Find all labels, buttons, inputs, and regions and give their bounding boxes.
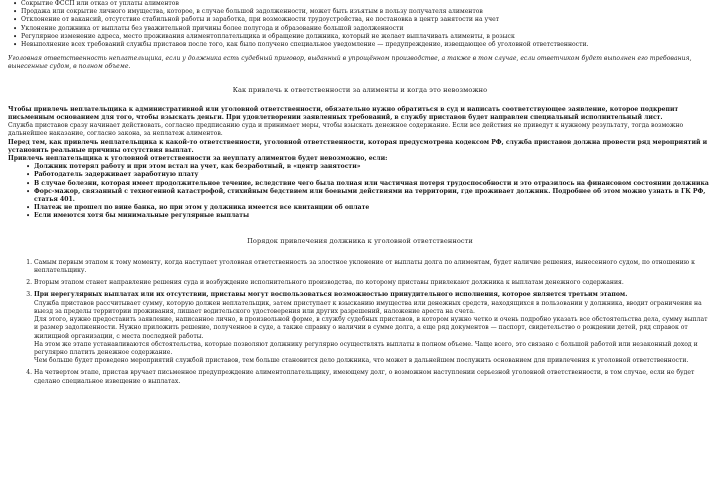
list-item: • Сокрытие ФССП или отказ от уплаты алиментов xyxy=(12,0,712,8)
step-text: 3. При нерегулярных выплатах или их отсутствии, приставы могут воспользоваться возможностью принудительного исполнения, которое является третьим этапом. xyxy=(34,291,628,299)
list-item: • Работодатель задерживает заработную плату xyxy=(26,171,712,179)
exceptions-list xyxy=(8,163,712,220)
procedure-steps xyxy=(8,259,712,386)
list-item: • Платеж не прошел по вине банка, но при этом у должника имеется все квитанции об оплате xyxy=(26,204,712,212)
step-detail: Чем больше будет проведено мероприятий службой приставов, тем больше становится дело должника, что может в дальнейшем послужить основанием для привлечения к уголовной ответственности. xyxy=(34,357,689,365)
list-item: • Должник потерял работу и при этом встал на учет, как безработный, в «центр занятости» xyxy=(26,163,712,171)
paragraph: Чтобы привлечь неплательщика к административной или уголовной ответственности, обязательно нужно обратиться в суд и написать соответствующее заявление, которое подкрепит письменным основанием для того, чтобы взыскать деньги. При удовлетворении заявленных требований, в службу приставов будет направлен специальный исполнительный лист. xyxy=(8,105,679,122)
step-text: 4. На четвертом этапе, пристав вручает письменное предупреждение алиментоплательщику, имеющему долг, о возможном наступлении серьезной уголовной ответственности, в том случае, если не будет сделано специальное извещение о выплатах. xyxy=(34,369,695,385)
list-item: • Невыполнение всех требований службы приставов после того, как было получено специальное уведомление — предупреждение, извещающее об уголовной ответственности. xyxy=(12,41,712,49)
step-item xyxy=(34,279,712,287)
step-text: 1. Самым первым этапом к тому моменту, когда наступает уголовная ответственность за злостное уклонение от выплаты долга по алиментам, будет наличие решения, вынесенного судом, по отношению к неплательщику. xyxy=(34,258,695,275)
list-item: • Если имеются хотя бы минимальные регулярные выплаты xyxy=(26,212,712,220)
section-heading-procedure: Порядок привлечения должника к уголовной ответственности xyxy=(247,236,473,245)
list-item: • Регулярное изменение адреса, место проживания алиментоплательщика и обращение должника, который не желает выплачивать алименты, в розыск xyxy=(12,33,712,41)
reasons-list xyxy=(8,0,712,49)
list-item: • В случае болезни, которая имеет продолжительное течение, вследствие чего была полная или частичная потеря трудоспособности и это отразилось на финансовом состоянии должника xyxy=(26,180,712,188)
step-detail: Для этого, нужно предоставить заявление, написанное лично, в произвольной форме, в службу судебных приставов, в котором нужно четко и очень подробно указать все обстоятельства дела, сумму выплат и размер задолженности. Нужно приложить решение, полученное в суде, а также справку о наличии в сумме долга, а еще ряд документов — паспорт, свидетельство о рождении детей, ряд справок от жилищной организации, с места последней работы. xyxy=(34,316,708,340)
document-page xyxy=(8,0,712,386)
step-item xyxy=(34,369,712,385)
list-item: • Уклонение должника от выплаты без уважительной причины более полугода и образование большой задолженности xyxy=(12,25,712,33)
list-item: • Отклонение от вакансий, отсутствие стабильной работы и заработка, при возможности трудоустройства, не постановка в центр занятости на учет xyxy=(12,16,712,24)
list-item: • Продажа или сокрытие личного имущества, которое, в случае большой задолженности, может быть изъятым в пользу получателя алиментов xyxy=(12,8,712,16)
italic-note: Уголовная ответственность неплательщика, если у должника есть судебный приговор, выданный в упрощённом производстве, а также в том случае, если ответчиком будет выполнен его требования, вынесенные судом, в полном объеме. xyxy=(8,55,692,71)
paragraph: Перед тем, как привлечь неплательщика к какой-то ответственности, уголовной ответственности, которая предусмотрена кодексом РФ, служба приставов должна провести ряд мероприятий и установить реальные причины отсутствия выплат. xyxy=(8,138,708,154)
paragraph: Служба приставов сразу начинает действовать, согласно предписанию суда и принимает меры, чтобы взыскать денежное содержание. Если все действия не приведут к нужному результату, тогда возможно дальнейшее наказание, согласно закона, за неплатеж алиментов. xyxy=(8,122,684,138)
step-item xyxy=(34,259,712,275)
step-item xyxy=(34,291,712,365)
step-detail: На этом же этапе устанавливаются обстоятельства, которые позволяют должнику регулярно осуществлять выплаты в полном объеме. Чаще всего, это связано с большой работой или незаконный доход и регулярно платить денежное содержание. xyxy=(34,340,698,356)
step-text: 2. Вторым этапом станет направление решения суда и возбуждение исполнительного производства, по которому приставы привлекают должника к выплатам денежного содержания. xyxy=(34,279,624,287)
list-item: • Форс-мажор, связанный с техногенной катастрофой, стихийным бедствием или боевыми действиями на территории, где проживает должник. Подробнее об этом можно узнать в ГК РФ, статья 401. xyxy=(26,188,712,204)
paragraph: Привлечь неплательщика к уголовной ответственности за неуплату алиментов будет невозможно, если: xyxy=(8,155,388,163)
step-detail: Служба приставов рассчитывает сумму, которую должен неплательщик, затем приступает к взысканию имущества или денежных средств, находящихся в пользовании у должника, вводит ограничения на выезд за пределы территории проживания, лишает водительского удостоверения или других разрешений, наложение ареста на счета. xyxy=(34,299,702,315)
section-heading-responsibility: Как привлечь к ответственности за алименты и когда это невозможно xyxy=(232,85,488,94)
